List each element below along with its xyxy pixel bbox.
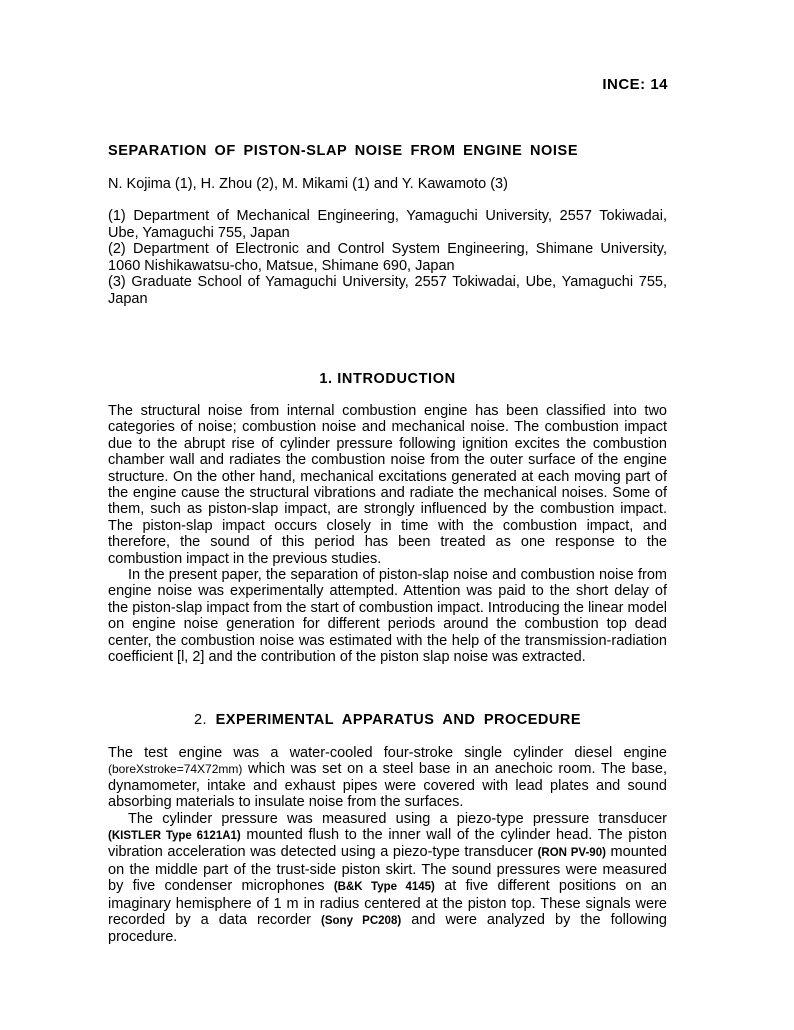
conference-code: INCE: 14 xyxy=(602,76,668,93)
engine-spec: (boreXstroke=74X72mm) xyxy=(108,762,243,777)
text-run: at five different positions on an imaginary hemisphere of 1 m in radius centered at the piston top. These signals were recorded by a data recorder xyxy=(108,878,667,929)
affiliations xyxy=(108,208,667,307)
text-run: and were analyzed by the following procedure. xyxy=(108,912,667,946)
exp-paragraph-1 xyxy=(108,745,667,811)
text-run: room. The base, dynamometer, intake and exhaust pipes were covered with lead plates and sound absorbing materials to insulate noise from the surfaces. xyxy=(108,761,667,811)
recorder-model: (Sony PC208) xyxy=(321,915,402,928)
affiliation-1: (1) Department of Mechanical Engineering, Yamaguchi University, 2557 Tokiwadai, Ube, Yamaguchi 755, Japan xyxy=(108,208,667,241)
transducer-acceleration: (RON PV-90) xyxy=(537,847,606,860)
introduction-body xyxy=(108,403,667,666)
microphone-model: (B&K Type 4145) xyxy=(333,881,435,894)
text-run: The cylinder pressure was measured using a piezo-type pressure transducer xyxy=(128,810,667,827)
text-run: which was set on a steel base in an xyxy=(242,761,495,778)
text-run: mounted flush to the inner wall of the cylinder head. The piston vibration acceleration was detected using a piezo-type transducer xyxy=(108,827,667,861)
section-heading-experimental xyxy=(108,712,667,728)
section-heading-introduction: 1. INTRODUCTION xyxy=(319,371,456,387)
section-title: EXPERIMENTAL APPARATUS AND PROCEDURE xyxy=(215,712,582,728)
intro-paragraph-1: The structural noise from internal combustion engine has been classified into two categories of noise; combustion noise and mechanical noise. The combustion impact due to the abrupt rise of cylinder pressure following ignition excites the combustion chamber wall and radiates the combustion noise from the outer surface of the engine structure. On the other hand, mechanical excitations generated at each moving part of the engine cause the structural vibrations and radiate the mechanical noises. Some of them, such as piston-slap impact, are strongly influenced by the combustion impact. The piston-slap impact occurs closely in time with the combustion impact, and therefore, the sound of this period has been treated as one response to the combustion impact in the previous studies. xyxy=(108,403,667,567)
text-run: mounted on the middle part of the trust-side piston skirt. The sound pressures were measured by five condenser microphones xyxy=(108,844,667,895)
text-run: anechoic xyxy=(494,761,553,778)
author-list: N. Kojima (1), H. Zhou (2), M. Mikami (1) and Y. Kawamoto (3) xyxy=(108,176,508,192)
affiliation-2: (2) Department of Electronic and Control System Engineering, Shimane University, 1060 Nishikawatsu-cho, Matsue, Shimane 690, Japan xyxy=(108,241,667,274)
experimental-body xyxy=(108,745,667,946)
text-run: The test engine was a water-cooled four-stroke single cylinder diesel engine xyxy=(108,745,667,761)
section-number: 2. xyxy=(193,712,208,728)
intro-paragraph-2: In the present paper, the separation of piston-slap noise and combustion noise from engine noise was experimentally attempted. Attention was paid to the short delay of the piston-slap impact from the start of combustion impact. Introducing the linear model on engine noise generation for different periods around the combustion top dead center, the combustion noise was estimated with the help of the transmission-radiation coefficient [l, 2] and the contribution of the piston slap noise was extracted. xyxy=(108,567,667,666)
paper-title: SEPARATION OF PISTON-SLAP NOISE FROM ENGINE NOISE xyxy=(108,143,579,159)
affiliation-3: (3) Graduate School of Yamaguchi University, 2557 Tokiwadai, Ube, Yamaguchi 755, Japan xyxy=(108,274,667,307)
transducer-pressure: (KISTLER Type 6121A1) xyxy=(108,830,241,843)
exp-paragraph-2 xyxy=(108,811,667,946)
